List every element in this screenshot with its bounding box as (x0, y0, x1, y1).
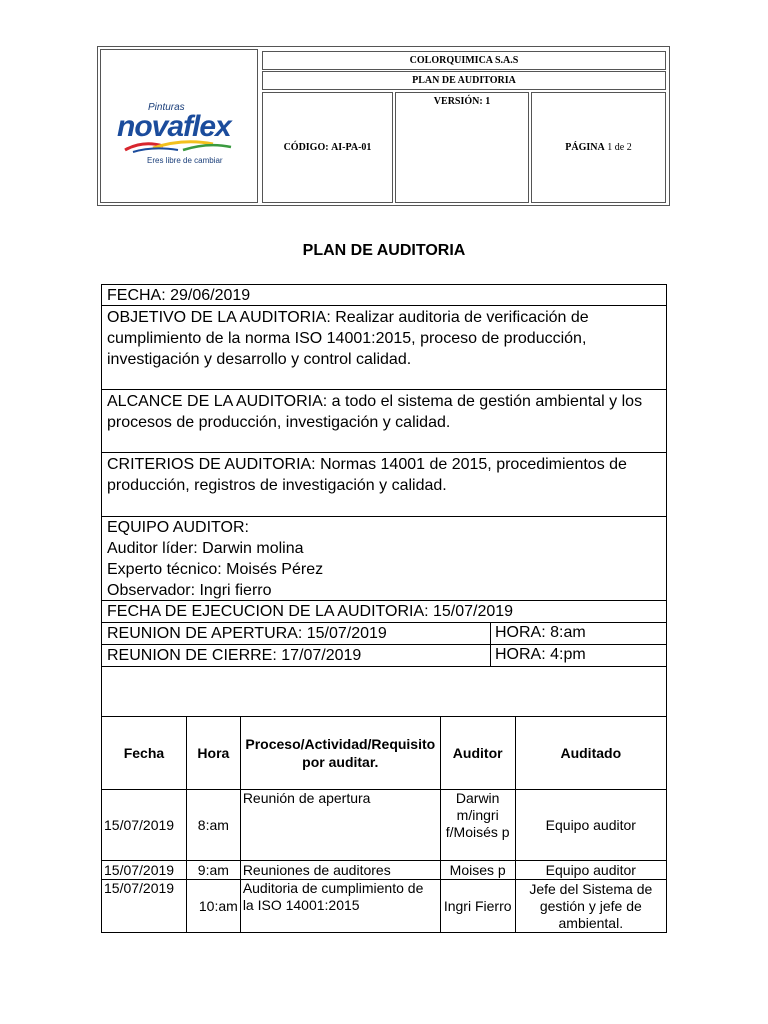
alcance-text: ALCANCE DE LA AUDITORIA: a todo el sistema de gestión ambiental y los procesos de producción, investigación y calidad. (107, 393, 643, 431)
cell-fecha: 15/07/2019 (102, 880, 187, 933)
criterios-text: CRITERIOS DE AUDITORIA: Normas 14001 de 2015, procedimientos de producción, registros de investigación y calidad. (107, 456, 627, 494)
col-header-proceso: Proceso/Actividad/Requisito por auditar. (240, 717, 440, 790)
apertura-row (101, 622, 667, 645)
page-label: PÁGINA (565, 142, 605, 153)
logo-swoosh-icon (123, 138, 233, 154)
cell-auditor: Ingri Fierro (440, 880, 515, 933)
experto-tecnico: Experto técnico: Moisés Pérez (107, 561, 324, 578)
objetivo-text: OBJETIVO DE LA AUDITORIA: Realizar auditoria de verificación de cumplimiento de la norma ISO 14001:2015, proceso de producción, investigación y desarrollo y control calidad. (107, 309, 589, 368)
col-header-fecha: Fecha (102, 717, 187, 790)
fecha-ejecucion-row (101, 600, 667, 623)
observador: Observador: Ingri fierro (107, 582, 272, 599)
company-name-text: COLORQUIMICA S.A.S (409, 55, 519, 66)
code-label: CÓDIGO: (283, 142, 329, 153)
cell-proceso: Auditoria de cumplimiento de la ISO 14001:2015 (240, 880, 440, 933)
table-row (102, 880, 667, 933)
logo-brand: novaflex (117, 110, 231, 143)
schedule-header-row (102, 717, 667, 790)
header-doc-title (262, 71, 666, 90)
logo-top-text: Pinturas (148, 102, 185, 113)
version-value: 1 (485, 96, 491, 107)
cell-fecha: 15/07/2019 (102, 861, 187, 880)
alcance-row (101, 389, 667, 453)
apertura-text: REUNION DE APERTURA: 15/07/2019 (107, 625, 387, 642)
logo-tagline: Eres libre de cambiar (147, 156, 223, 165)
auditor-lider: Auditor líder: Darwin molina (107, 540, 304, 557)
fecha-text: FECHA: 29/06/2019 (107, 287, 251, 304)
cell-auditado: Equipo auditor (515, 790, 666, 861)
page-title: PLAN DE AUDITORIA (302, 242, 466, 259)
cell-auditado: Jefe del Sistema de gestión y jefe de ambiental. (515, 880, 666, 933)
doc-version (395, 92, 529, 203)
code-value: AI-PA-01 (331, 142, 372, 153)
equipo-row (101, 516, 667, 601)
fecha-row (101, 284, 667, 306)
apertura-hora: HORA: 8:am (490, 622, 586, 645)
criterios-row (101, 452, 667, 517)
cell-fecha: 15/07/2019 (102, 790, 187, 861)
cierre-text: REUNION DE CIERRE: 17/07/2019 (107, 647, 362, 664)
document-header (97, 46, 670, 206)
cell-hora: 10:am (186, 880, 240, 933)
cell-proceso: Reunión de apertura (240, 790, 440, 861)
table-row (102, 790, 667, 861)
col-header-hora: Hora (186, 717, 240, 790)
cell-auditor: Darwin m/ingri f/Moisés p (440, 790, 515, 861)
cell-auditado: Equipo auditor (515, 861, 666, 880)
logo-cell (100, 49, 258, 203)
cierre-row (101, 644, 667, 667)
col-header-auditado: Auditado (515, 717, 666, 790)
cell-auditor: Moises p (440, 861, 515, 880)
header-doc-title-text: PLAN DE AUDITORIA (412, 75, 516, 86)
doc-code (262, 92, 393, 203)
col-header-auditor: Auditor (440, 717, 515, 790)
cierre-hora: HORA: 4:pm (490, 644, 586, 667)
schedule-table (101, 716, 667, 933)
page-value: 1 de 2 (607, 142, 632, 153)
doc-page (531, 92, 666, 203)
version-label: VERSIÓN: (433, 96, 483, 107)
table-row (102, 861, 667, 880)
cell-hora: 8:am (186, 790, 240, 861)
fecha-ejecucion-text: FECHA DE EJECUCION DE LA AUDITORIA: 15/07/2019 (107, 603, 514, 620)
blank-row (101, 666, 667, 717)
cell-proceso: Reuniones de auditores (240, 861, 440, 880)
cell-hora: 9:am (186, 861, 240, 880)
equipo-title: EQUIPO AUDITOR: (107, 519, 249, 536)
objetivo-row (101, 305, 667, 390)
company-name (262, 51, 666, 70)
